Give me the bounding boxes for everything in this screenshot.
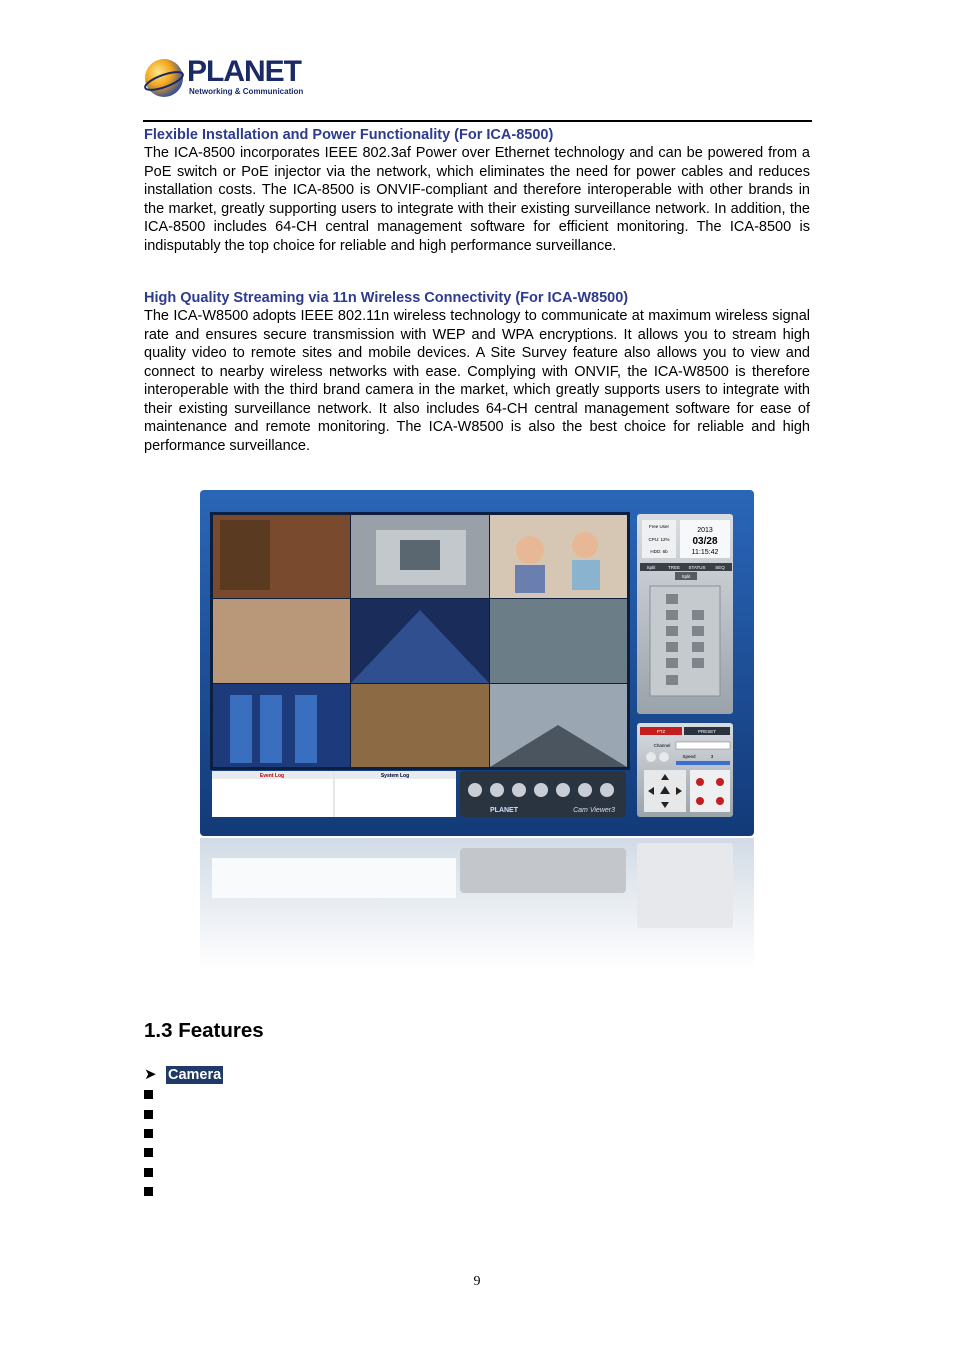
date-label: 03/28 bbox=[692, 536, 718, 547]
channel-label: Channel bbox=[653, 743, 671, 748]
arrow-bullet-icon: ➤ bbox=[144, 1066, 157, 1083]
globe-icon bbox=[143, 57, 185, 99]
section-body: The ICA-W8500 adopts IEEE 802.11n wireless technology to communicate at maximum wireless signal rate and ensures secure transmission with WEP and WPA encryptions. It allows you to stream high quality video to remote sites and mobile devices. A Site Survey feature also allows you to view and connect to nearby wireless networks with ease. Complying with ONVIF, the ICA-W8500 is therefore interoperable with the third brand camera in the market, which greatly supports users to integrate with their existing surveillance network. It also includes 64-CH central management software for ease of maintenance and remote monitoring. The ICA-W8500 is also the best choice for reliable and high performance surveillance. bbox=[144, 308, 810, 454]
tab-status[interactable]: STATUS bbox=[688, 565, 706, 570]
free-user-label: Free User bbox=[648, 524, 670, 529]
time-label: 11:15:42 bbox=[691, 549, 719, 556]
cpu-label: CPU: 12% bbox=[648, 537, 670, 542]
split-button[interactable]: Split bbox=[681, 574, 691, 579]
list-item bbox=[144, 1182, 153, 1201]
event-log-label: Event Log bbox=[259, 773, 285, 779]
list-item bbox=[144, 1085, 153, 1104]
page-number: 9 bbox=[473, 1274, 481, 1289]
logo-subtitle: Networking & Communication bbox=[189, 87, 304, 96]
tab-split[interactable]: Split bbox=[646, 565, 656, 570]
feature-category bbox=[144, 1066, 223, 1084]
product-label: Cam Viewer3 bbox=[573, 807, 615, 814]
section-wireless bbox=[144, 289, 810, 455]
section-title: Flexible Installation and Power Functionality (For ICA-8500) bbox=[144, 127, 554, 143]
section-title: High Quality Streaming via 11n Wireless Connectivity (For ICA-W8500) bbox=[144, 290, 629, 306]
header-rule bbox=[143, 120, 812, 122]
camera-grid bbox=[213, 515, 627, 767]
square-bullet-icon bbox=[144, 1187, 153, 1196]
list-item bbox=[144, 1163, 153, 1182]
camera-category-label: Camera bbox=[168, 1067, 222, 1083]
logo-text: PLANET bbox=[187, 55, 301, 88]
square-bullet-icon bbox=[144, 1168, 153, 1177]
list-item bbox=[144, 1143, 153, 1162]
square-bullet-icon bbox=[144, 1110, 153, 1119]
section-power bbox=[144, 126, 810, 255]
year-label: 2013 bbox=[697, 527, 713, 534]
speed-value: 3 bbox=[710, 754, 714, 759]
preset-tab[interactable]: PRESET bbox=[697, 729, 717, 734]
tab-seq[interactable]: SEQ bbox=[715, 565, 725, 570]
square-bullet-icon bbox=[144, 1090, 153, 1099]
hdd-label: HDD: 6b bbox=[650, 549, 668, 554]
section-body: The ICA-8500 incorporates IEEE 802.3af Power over Ethernet technology and can be powered from a PoE switch or PoE injector via the network, which eliminates the need for power cables and reduces installation costs. The ICA-8500 is ONVIF-compliant and therefore interoperable with other brands in the market, greatly supporting users to integrate with their existing surveillance network. In addition, the ICA-8500 includes 64-CH central management software for efficient monitoring. The ICA-8500 is indisputably the top choice for reliable and high performance surveillance. bbox=[144, 145, 810, 254]
square-bullet-icon bbox=[144, 1148, 153, 1157]
feature-bullet-list bbox=[144, 1085, 153, 1201]
planet-logo bbox=[143, 55, 303, 99]
screenshot-reflection bbox=[200, 838, 754, 968]
brand-label: PLANET bbox=[490, 807, 518, 814]
ptz-tab[interactable]: PTZ bbox=[656, 729, 666, 734]
system-log-label: System Log bbox=[380, 773, 410, 779]
cam-viewer-screenshot bbox=[200, 490, 754, 836]
list-item bbox=[144, 1104, 153, 1123]
list-item bbox=[144, 1124, 153, 1143]
speed-label: Speed bbox=[682, 754, 696, 759]
square-bullet-icon bbox=[144, 1129, 153, 1138]
tab-tree[interactable]: TREE bbox=[667, 565, 681, 570]
features-heading: 1.3 Features bbox=[144, 1019, 264, 1042]
